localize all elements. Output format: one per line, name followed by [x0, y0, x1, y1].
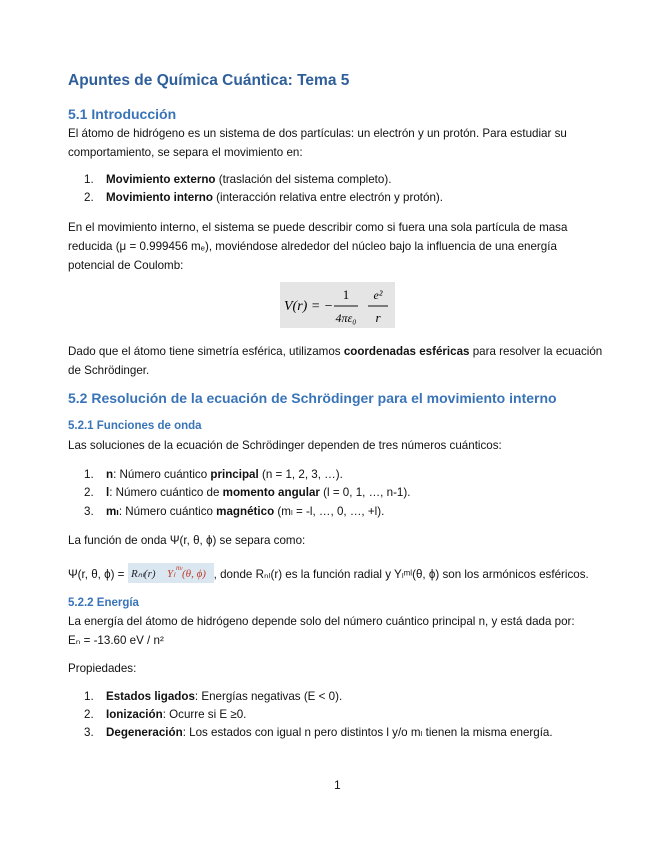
list-item: 2. Movimiento interno (interacción relativa entre electrón y protón).: [84, 191, 443, 204]
document-title: Apuntes de Química Cuántica: Tema 5: [68, 72, 350, 89]
spherical-line-2: de Schrödinger.: [68, 364, 150, 377]
reduced-mass-line-2: reducida (μ = 0.999456 mₑ), moviéndose alrededor del núcleo bajo la influencia de una energía: [68, 240, 557, 253]
intro-line-2: comportamiento, se separa el movimiento en:: [68, 146, 303, 159]
list-item: 3. Degeneración: Los estados con igual n pero distintos l y/o mₗ tienen la misma energía.: [84, 726, 553, 739]
svg-text:mₗ: mₗ: [175, 564, 182, 572]
wavefunction-line: Ψ(r, θ, ϕ) = Rₙₗ(r) Yₗ mₗ (θ, ϕ) , donde Rₙₗ(r) es la función radial y Yₗᵐˡ(θ, ϕ) son los armónicos esféricos.: [68, 564, 589, 582]
wavefunction-intro: La función de onda Ψ(r, θ, ϕ) se separa como:: [68, 534, 306, 547]
section-heading-5-1: 5.1 Introducción: [68, 106, 177, 122]
list-item: 1. n: Número cuántico principal (n = 1, 2, 3, …).: [84, 468, 343, 481]
formula-den1: 4πε₀: [335, 311, 357, 325]
list-item: 1. Movimiento externo (traslación del sistema completo).: [84, 173, 392, 186]
formula-lhs: V(r) = −: [284, 299, 334, 314]
subsection-heading-5-2-1: 5.2.1 Funciones de onda: [68, 420, 202, 432]
coulomb-formula: [280, 282, 395, 328]
formula-num2: e²: [373, 288, 383, 302]
reduced-mass-line-3: potencial de Coulomb:: [68, 259, 184, 272]
energy-line-1: La energía del átomo de hidrógeno depende solo del número cuántico principal n, y está dada por:: [68, 615, 575, 628]
page-number: 1: [334, 778, 341, 792]
intro-line-1: El átomo de hidrógeno es un sistema de dos partículas: un electrón y un protón. Para estudiar su: [68, 127, 567, 140]
energy-formula: Eₙ = -13.60 eV / n²: [68, 634, 164, 647]
section-heading-5-2: 5.2 Resolución de la ecuación de Schrödinger para el movimiento interno: [68, 390, 557, 406]
properties-label: Propiedades:: [68, 662, 137, 675]
list-item: 1. Estados ligados: Energías negativas (E < 0).: [84, 690, 343, 703]
list-item: 2. Ionización: Ocurre si E ≥0.: [84, 708, 247, 721]
svg-text:Rₙₗ(r): Rₙₗ(r): [130, 568, 156, 580]
formula-num1: 1: [342, 287, 350, 302]
svg-text:(θ, ϕ): (θ, ϕ): [181, 568, 206, 580]
svg-text:Yₗ: Yₗ: [166, 568, 175, 580]
list-item: 3. mₗ: Número cuántico magnético (mₗ = -l, …, 0, …, +l).: [84, 505, 385, 518]
spherical-line-1: Dado que el átomo tiene simetría esférica, utilizamos coordenadas esféricas para resolver la ecuación: [68, 345, 603, 358]
wavefunction-formula: [128, 563, 214, 583]
subsection-heading-5-2-2: 5.2.2 Energía: [68, 597, 139, 609]
quantum-numbers-intro: Las soluciones de la ecuación de Schrödinger dependen de tres números cuánticos:: [68, 439, 502, 452]
reduced-mass-line-1: En el movimiento interno, el sistema se puede describir como si fuera una sola partícula de masa: [68, 221, 568, 234]
list-item: 2. l: Número cuántico de momento angular (l = 0, 1, …, n-1).: [84, 486, 411, 499]
formula-den2: r: [375, 310, 381, 325]
